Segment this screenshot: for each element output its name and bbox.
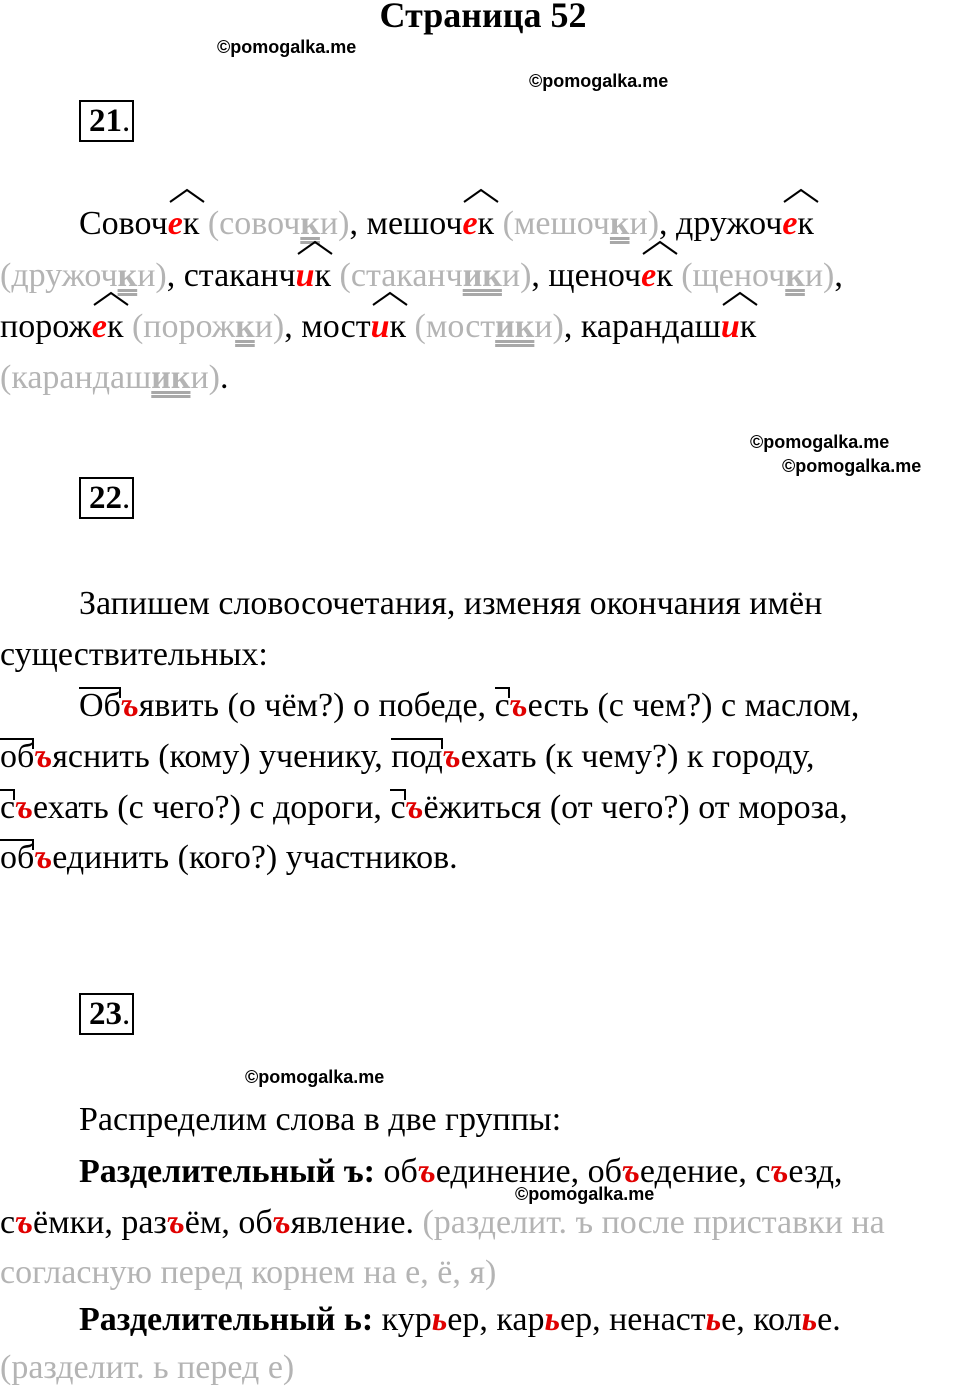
soft-sign: ь — [801, 1301, 818, 1338]
ex22-line-3 — [0, 788, 848, 828]
prefix-mark: с — [0, 789, 16, 826]
suffix-arc: ек — [92, 307, 124, 347]
suffix-arc-icon — [296, 238, 334, 258]
suffix-arc-icon — [462, 186, 500, 206]
hard-sign: ъ — [120, 687, 139, 724]
rule-note: (разделит. ъ после приставки на — [422, 1204, 885, 1241]
suffix-arc: ек — [462, 204, 494, 244]
hint: (стаканчики) — [339, 257, 532, 294]
suffix-end: к — [182, 205, 200, 242]
watermark: ©pomogalka.me — [245, 1067, 385, 1087]
watermark: ©pomogalka.me — [515, 1184, 655, 1204]
hard-sign: ъ — [166, 1204, 185, 1241]
ex22-intro-2: существительных: — [0, 636, 268, 673]
ex21-line-2: (дружочки), стаканч ик (стаканчики), щеноч ек (щеночки), — [0, 256, 843, 296]
hard-sign: ъ — [417, 1153, 436, 1190]
suffix-arc: ик — [371, 307, 406, 347]
exercise-dot: . — [122, 103, 131, 139]
hard-sign: ъ — [34, 738, 53, 775]
watermark: ©pomogalka.me — [529, 71, 669, 91]
word-stem: порож — [0, 308, 92, 345]
ex21-line-4: (карандашики). — [0, 359, 229, 396]
suffix-arc-icon — [782, 186, 820, 206]
suffix-arc: ик — [721, 307, 756, 347]
exercise-number: 22 — [89, 480, 122, 516]
hard-sign: ъ — [405, 789, 424, 826]
hard-sign: ъ — [621, 1153, 640, 1190]
phrase-rest: явить (о чём?) о победе, — [138, 687, 495, 724]
hint: (мостики) — [414, 308, 564, 345]
suffix-arc-icon — [641, 238, 679, 258]
word-stem: щеноч — [548, 257, 642, 294]
exercise-number-23 — [79, 993, 134, 1035]
hard-sign: ъ — [770, 1153, 789, 1190]
ex23-group2-line-1: Разделительный ь: курьер, карьер, ненастье, колье. — [79, 1301, 841, 1338]
prefix-mark: с — [494, 687, 510, 724]
phrase-rest: яснить (кому) ученику, — [52, 738, 392, 775]
suffix-arc: ек — [641, 256, 673, 296]
suffix-arc — [168, 204, 200, 244]
ex23-group1-note-2: согласную перед корнем на е, ё, я) — [0, 1254, 497, 1291]
ex21-line-3: порож ек (порожки), мост ик (мостики), карандаш ик — [0, 307, 756, 347]
hint: (дружочки) — [0, 257, 167, 294]
soft-sign: ь — [544, 1301, 560, 1338]
hint: (совочки) — [207, 205, 350, 242]
hard-sign: ъ — [15, 789, 34, 826]
soft-sign: ь — [431, 1301, 448, 1338]
ex23-group1-line-2: съёмки, разъём, объявление. (разделит. ъ после приставки на — [0, 1204, 885, 1241]
suffix-vowel: е — [167, 205, 183, 242]
prefix-mark: Об — [79, 687, 121, 724]
phrase-rest: единить (кого?) участников. — [52, 839, 458, 876]
phrase-rest: ехать (с чего?) с дороги, — [33, 789, 391, 826]
ex22-intro-1: Запишем словосочетания, изменяя окончания имён — [79, 585, 823, 622]
exercise-number-22 — [79, 477, 134, 519]
prefix-mark: об — [0, 839, 35, 876]
exercise-dot: . — [122, 480, 131, 516]
suffix-arc-icon — [371, 289, 409, 309]
prefix-mark: под — [391, 738, 443, 775]
suffix-arc: ик — [296, 256, 331, 296]
watermark: ©pomogalka.me — [217, 37, 357, 57]
group-label: Разделительный ъ: — [79, 1153, 375, 1190]
group-label: Разделительный ь: — [79, 1301, 374, 1338]
watermark: ©pomogalka.me — [750, 432, 890, 452]
suffix-arc-icon — [92, 289, 130, 309]
word-stem: карандаш — [580, 308, 721, 345]
page-title: Страница 52 — [379, 0, 587, 35]
exercise-number: 23 — [89, 996, 122, 1032]
ex23-intro: Распределим слова в две группы: — [79, 1101, 562, 1138]
phrase-rest: ехать (к чему?) к городу, — [460, 738, 815, 775]
hard-sign: ъ — [34, 839, 53, 876]
ex23-group1-line-1: Разделительный ъ: объединение, объедение, съезд, — [79, 1153, 843, 1190]
exercise-dot: . — [122, 996, 131, 1032]
hint: (щеночки) — [681, 257, 835, 294]
word-stem: мешоч — [366, 205, 463, 242]
ex22-line-4 — [0, 838, 458, 878]
hard-sign: ъ — [272, 1204, 291, 1241]
exercise-number-21 — [79, 100, 134, 142]
ex23-group2-note: (разделит. ь перед е) — [0, 1349, 295, 1386]
prefix-mark: с — [390, 789, 406, 826]
separator: , — [349, 205, 367, 242]
exercise-number: 21 — [89, 103, 122, 139]
hard-sign: ъ — [15, 1204, 34, 1241]
suffix-arc: ек — [782, 204, 814, 244]
word-stem: Совоч — [79, 205, 168, 242]
ex21-line-1: Совоч ек (совочки), мешоч ек (мешочки), дружоч ек — [79, 204, 814, 244]
hard-sign: ъ — [442, 738, 461, 775]
suffix-arc-icon — [168, 186, 206, 206]
word-stem: мост — [301, 308, 371, 345]
hard-sign: ъ — [509, 687, 528, 724]
hint: (карандашики) — [0, 359, 220, 396]
phrase-rest: есть (с чем?) с маслом, — [527, 687, 860, 724]
suffix-arc-icon — [721, 289, 759, 309]
phrase-rest: ёжиться (от чего?) от мороза, — [423, 789, 848, 826]
word-stem: стаканч — [183, 257, 296, 294]
ex22-line-2 — [0, 737, 814, 777]
word-stem: дружоч — [676, 205, 783, 242]
hint: (порожки) — [131, 308, 285, 345]
prefix-mark: об — [0, 738, 35, 775]
watermark: ©pomogalka.me — [782, 456, 922, 476]
hint: (мешочки) — [502, 205, 660, 242]
soft-sign: ь — [705, 1301, 722, 1338]
ex22-line-1 — [79, 686, 859, 726]
